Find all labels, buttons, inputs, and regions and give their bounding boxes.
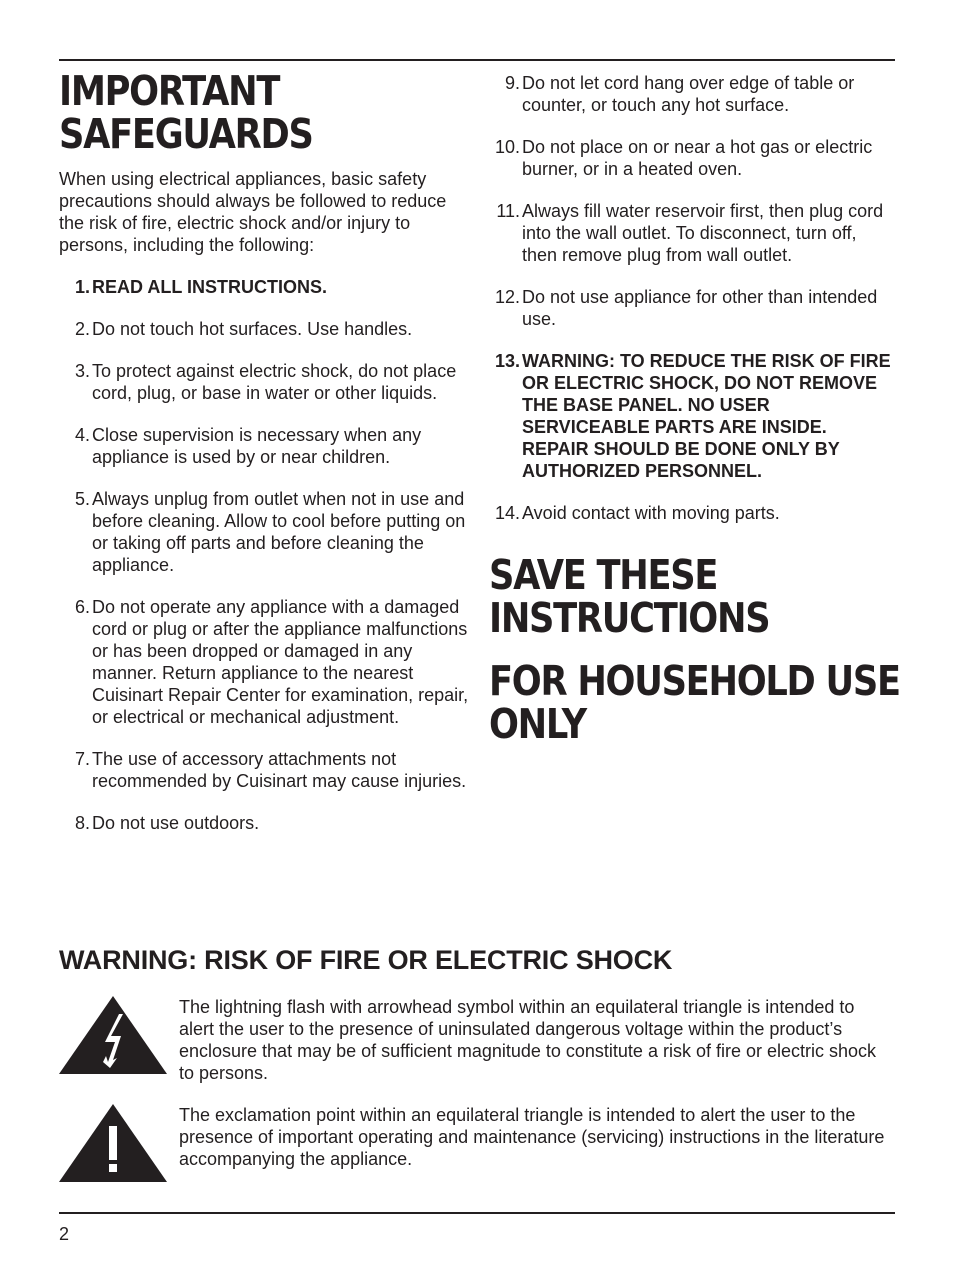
item-text: Do not place on or near a hot gas or electric burner, or in a heated oven. [522, 137, 873, 179]
list-item [59, 488, 469, 576]
list-item [59, 360, 469, 404]
lightning-description: The lightning flash with arrowhead symbol within an equilateral triangle is intended to alert the user to the presence of uninsulated dangerous voltage within the product’s enclosure that may be of sufficient magnitude to constitute a risk of fire or electric shock to persons. [179, 997, 877, 1083]
item-text: Do not touch hot surfaces. Use handles. [92, 319, 413, 339]
item-number: 14. [494, 503, 520, 523]
item-number: 1. [74, 277, 90, 297]
item-number: 13. [494, 351, 520, 371]
list-item [489, 286, 895, 330]
title-line-1: IMPORTANT [59, 67, 280, 115]
item-number: 12. [494, 287, 520, 307]
household-use-heading [489, 657, 900, 748]
item-number: 6. [74, 597, 90, 617]
page-title [59, 67, 412, 158]
item-text: WARNING: TO REDUCE THE RISK OF FIRE OR ELECTRIC SHOCK, DO NOT REMOVE THE BASE PANEL. NO USER SERVICEABLE PARTS ARE INSIDE. REPAIR SHOULD BE DONE ONLY BY AUTHORIZED PERSONNEL. [522, 351, 891, 481]
item-text: Do not let cord hang over edge of table or counter, or touch any hot surface. [522, 73, 855, 115]
page-number: 2 [59, 1224, 70, 1244]
list-item [489, 72, 895, 116]
item-number: 3. [74, 361, 90, 381]
item-number: 2. [74, 319, 90, 339]
item-number: 11. [496, 201, 520, 221]
list-item-warning [489, 350, 895, 482]
exclamation-triangle-icon [59, 1104, 167, 1182]
right-column [489, 72, 900, 748]
item-text: Do not use outdoors. [92, 813, 260, 833]
item-text: Always fill water reservoir first, then plug cord into the wall outlet. To disconnect, turn off, then remove plug from wall outlet. [522, 201, 884, 265]
list-item [489, 200, 895, 266]
list-item [59, 812, 469, 834]
bottom-rule [59, 1212, 895, 1214]
save-instructions-heading [489, 551, 838, 642]
save-line-1: SAVE THESE [489, 551, 718, 599]
safeguard-list-right [489, 72, 895, 524]
item-number: 5. [74, 489, 90, 509]
title-line-2: SAFEGUARDS [59, 110, 313, 158]
item-number: 4. [74, 425, 90, 445]
list-item [59, 596, 469, 728]
warning-heading: WARNING: RISK OF FIRE OR ELECTRIC SHOCK [59, 945, 673, 975]
list-item [59, 276, 469, 298]
list-item [489, 136, 895, 180]
list-item [489, 502, 895, 524]
lightning-triangle-icon [59, 996, 167, 1074]
item-text: Close supervision is necessary when any appliance is used by or near children. [92, 425, 422, 467]
item-text: Do not use appliance for other than intended use. [522, 287, 878, 329]
item-text: Avoid contact with moving parts. [522, 503, 780, 523]
item-number: 7. [74, 749, 90, 769]
item-number: 10. [494, 137, 520, 157]
list-item [59, 424, 469, 468]
household-line-2: ONLY [489, 700, 586, 748]
exclamation-description: The exclamation point within an equilateral triangle is intended to alert the user to the presence of important operating and maintenance (servicing) instructions in the literature accompanying the appliance. [179, 1105, 885, 1169]
save-line-2: INSTRUCTIONS [489, 594, 770, 642]
safeguard-list-left [59, 276, 469, 834]
item-text: Do not operate any appliance with a damaged cord or plug or after the appliance malfunctions or has been dropped or damaged in any manner. Return appliance to the nearest Cuisinart Repair Center for examination, repair, or electrical or mechanical adjustment. [92, 597, 469, 727]
item-text: The use of accessory attachments not recommended by Cuisinart may cause injuries. [92, 749, 467, 791]
item-text: READ ALL INSTRUCTIONS. [92, 277, 328, 297]
save-instructions-block [489, 551, 900, 748]
item-number: 9. [504, 73, 520, 93]
top-rule [59, 59, 895, 61]
left-column [59, 67, 469, 834]
intro-paragraph: When using electrical appliances, basic safety precautions should always be followed to reduce the risk of fire, electric shock and/or injury to persons, including the following: [59, 169, 447, 255]
list-item [59, 318, 469, 340]
item-number: 8. [74, 813, 90, 833]
item-text: Always unplug from outlet when not in use and before cleaning. Allow to cool before putting on or taking off parts and before cleaning the appliance. [92, 489, 466, 575]
item-text: To protect against electric shock, do not place cord, plug, or base in water or other liquids. [92, 361, 457, 403]
household-line-1: FOR HOUSEHOLD USE [489, 657, 900, 705]
list-item [59, 748, 469, 792]
